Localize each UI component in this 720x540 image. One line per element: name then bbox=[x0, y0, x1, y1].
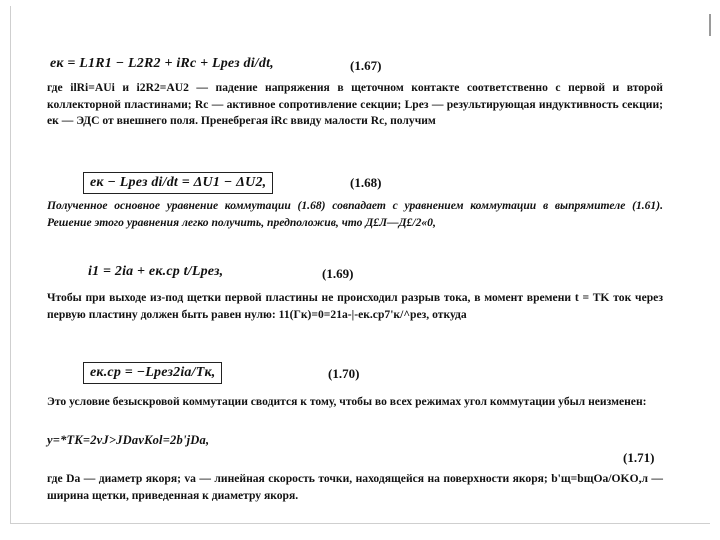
paragraph-definitions-1: где ilRi=AUi и i2R2=AU2 — падение напряжения в щеточном контакте соответственно с первой и второй коллекторной пластинами; Rc — активное сопротивление секции; Lрез — результирующая индуктивность секции; eк — ЭДС от внешнего поля. Пренебрегая iRc ввиду малости Rc, получим bbox=[47, 81, 663, 128]
paragraph-commutation-equation: Полученное основное уравнение коммутации (1.68) совпадает с уравнением коммутации в выпрямителе (1.61). Решение этого уравнения легко получить, предположив, что Д£Л—Д£/2«0, bbox=[47, 199, 663, 229]
paragraph-current-break: Чтобы при выходе из-под щетки первой пластины не происходил разрыв тока, в момент времени t = TK ток через первую пластину должен быть равен нулю: 11(Гк)=0=21а-|-ек.ср7'к/^рез, откуда bbox=[47, 291, 663, 321]
formula-1-67: eк = L1R1 − L2R2 + iRc + Lрез di/dt, bbox=[50, 56, 274, 71]
paragraph-spark-free-condition: Это условие безыскровой коммутации сводится к тому, чтобы во всех режимах угол коммутации убыл неизменен: bbox=[47, 395, 647, 408]
page-frame-right-mark bbox=[709, 14, 711, 36]
equation-number-1-70: (1.70) bbox=[328, 366, 360, 381]
page-frame-left-edge bbox=[10, 6, 11, 524]
equation-number-1-71: (1.71) bbox=[623, 450, 655, 465]
page-frame-bottom-edge bbox=[10, 523, 710, 524]
formula-1-70-boxed: eк.ср = −Lрез2iа/Tк, bbox=[83, 362, 222, 384]
formula-1-71: y=*TK=2vJ>JDаvKol=2b'jDа, bbox=[47, 433, 210, 447]
formula-1-69: i1 = 2iа + eк.ср t/Lрез, bbox=[88, 264, 224, 279]
equation-number-1-67: (1.67) bbox=[350, 58, 382, 73]
equation-number-1-69: (1.69) bbox=[322, 266, 354, 281]
paragraph-armature-definitions: где Dа — диаметр якоря; vа — линейная скорость точки, находящейся на поверхности якоря; b'щ=bщOа/OKO,л — ширина щетки, приведенная к диаметру якоря. bbox=[47, 472, 663, 502]
formula-1-68-boxed: eк − Lрез di/dt = ΔU1 − ΔU2, bbox=[83, 172, 273, 194]
equation-number-1-68: (1.68) bbox=[350, 175, 382, 190]
